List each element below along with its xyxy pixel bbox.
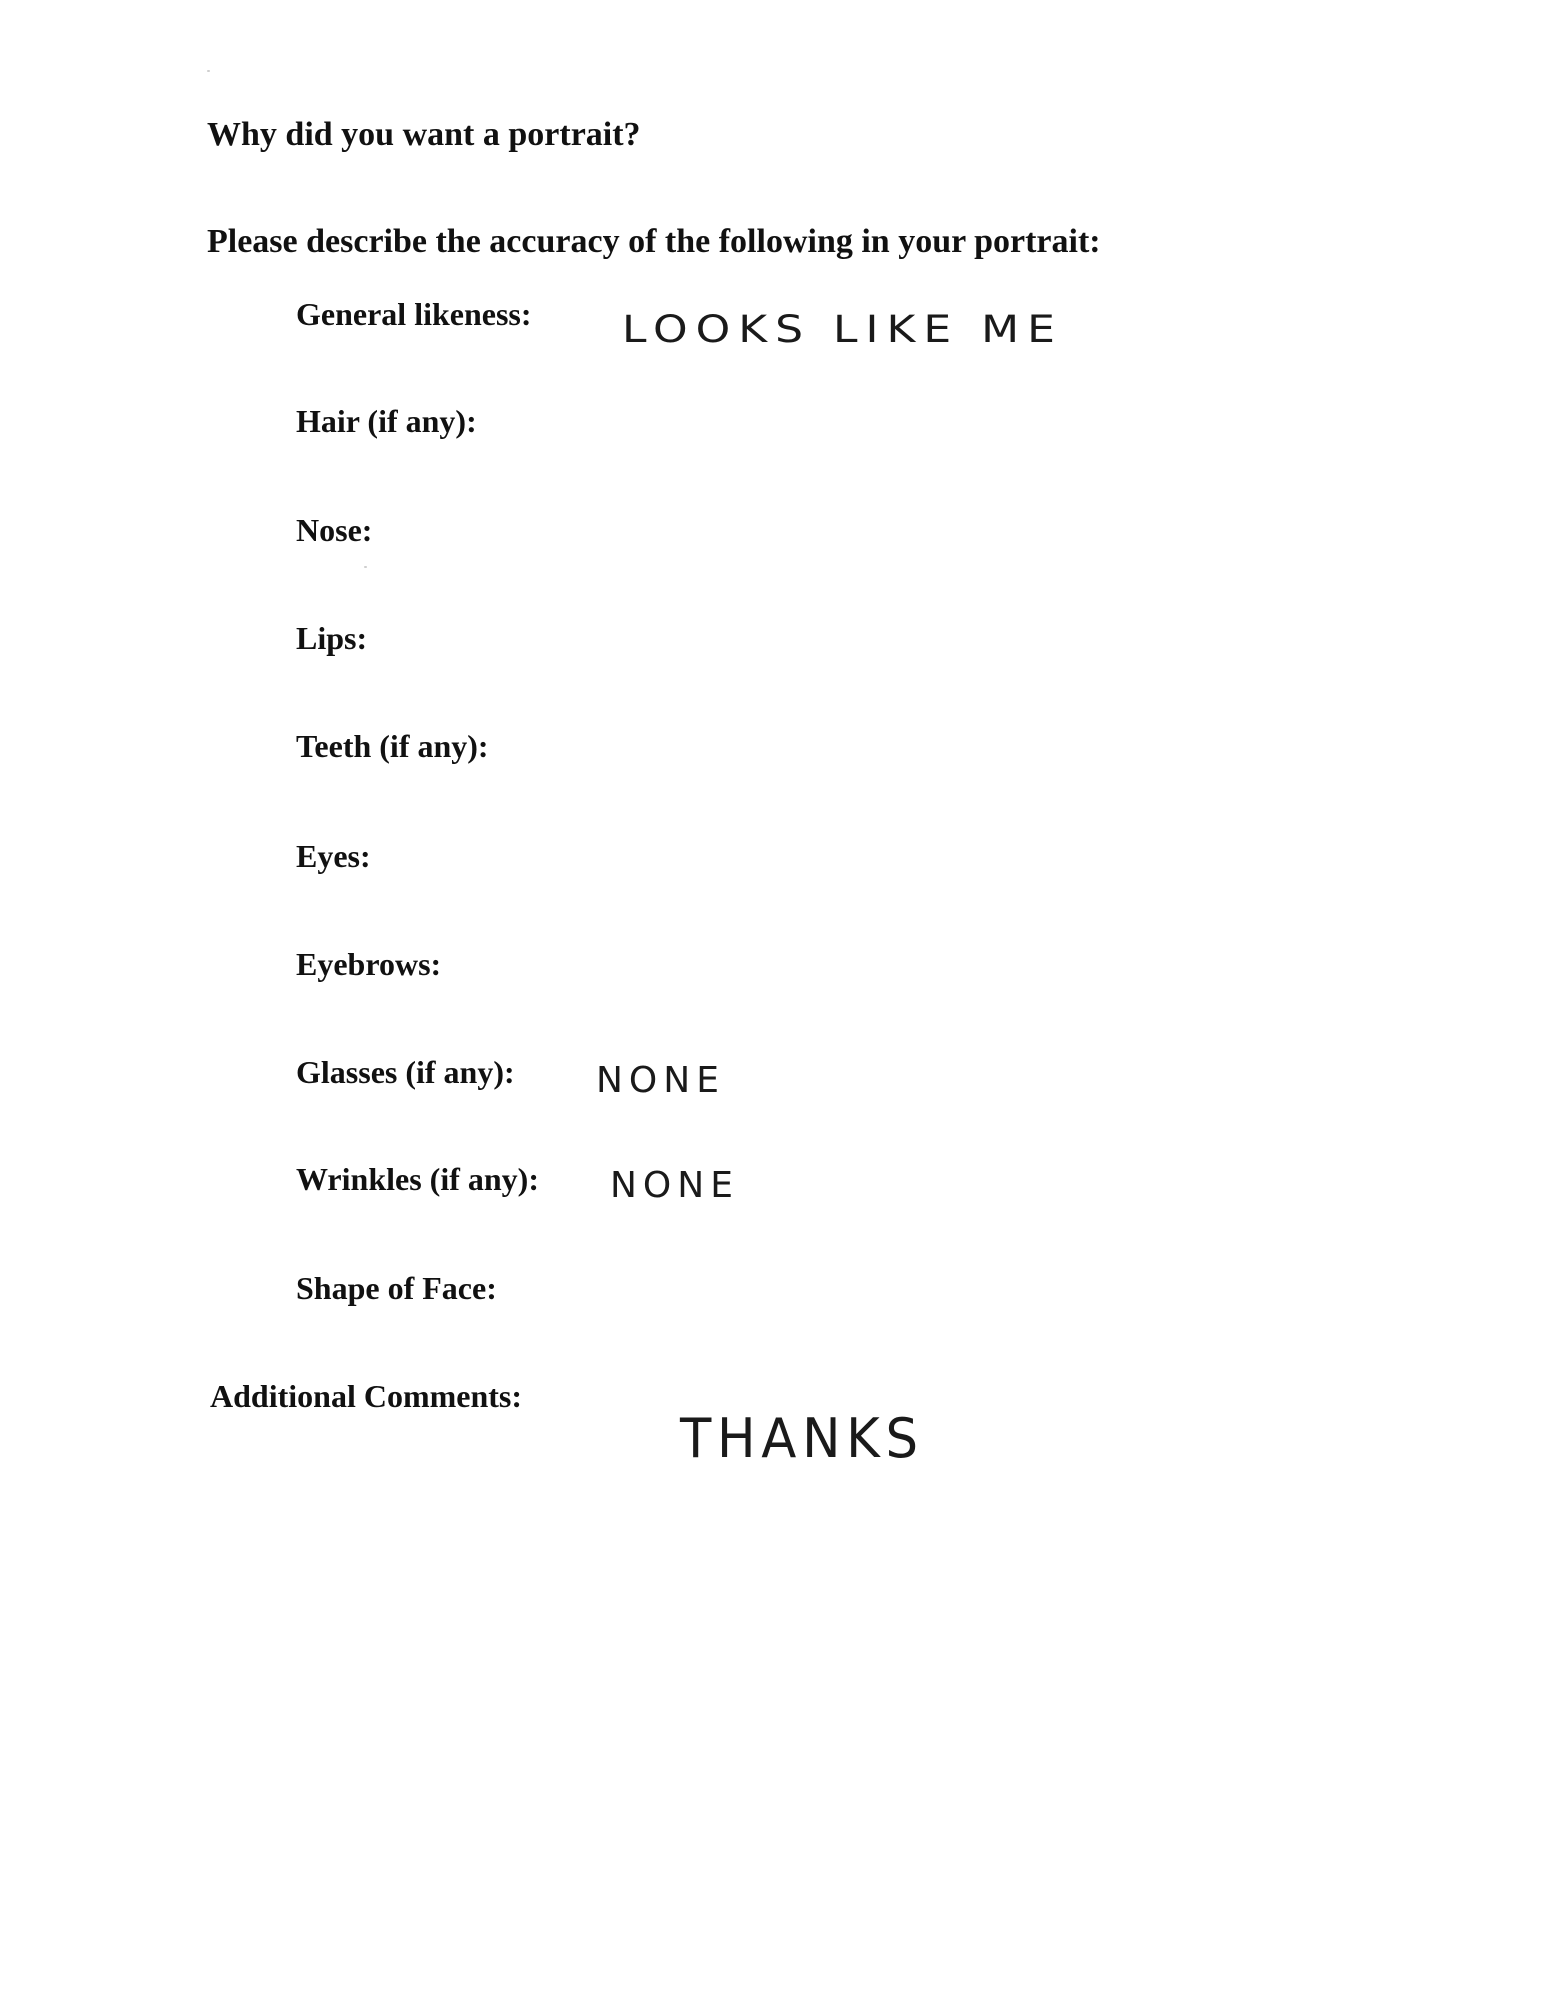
nose-label: Nose: xyxy=(296,512,373,548)
eyes-label: Eyes: xyxy=(296,838,371,874)
hair-label: Hair (if any): xyxy=(296,403,477,439)
wrinkles-label: Wrinkles (if any): xyxy=(296,1161,539,1197)
teeth-label: Teeth (if any): xyxy=(296,728,489,764)
additional-comments-answer: THANKS xyxy=(680,1407,924,1470)
general-likeness-label: General likeness: xyxy=(296,296,532,332)
general-likeness-answer: LOOKS LIKE ME xyxy=(622,307,1063,352)
additional-comments-label: Additional Comments: xyxy=(210,1378,523,1414)
glasses-label: Glasses (if any): xyxy=(296,1054,515,1090)
lips-label: Lips: xyxy=(296,620,368,656)
scan-speck xyxy=(364,566,367,568)
wrinkles-answer: NONE xyxy=(610,1165,739,1206)
shape-of-face-label: Shape of Face: xyxy=(296,1270,497,1306)
glasses-answer: NONE xyxy=(596,1060,725,1101)
question-why-portrait: Why did you want a portrait? xyxy=(207,116,641,153)
question-accuracy: Please describe the accuracy of the following in your portrait: xyxy=(207,223,1101,260)
scan-speck xyxy=(207,70,210,72)
eyebrows-label: Eyebrows: xyxy=(296,946,442,982)
